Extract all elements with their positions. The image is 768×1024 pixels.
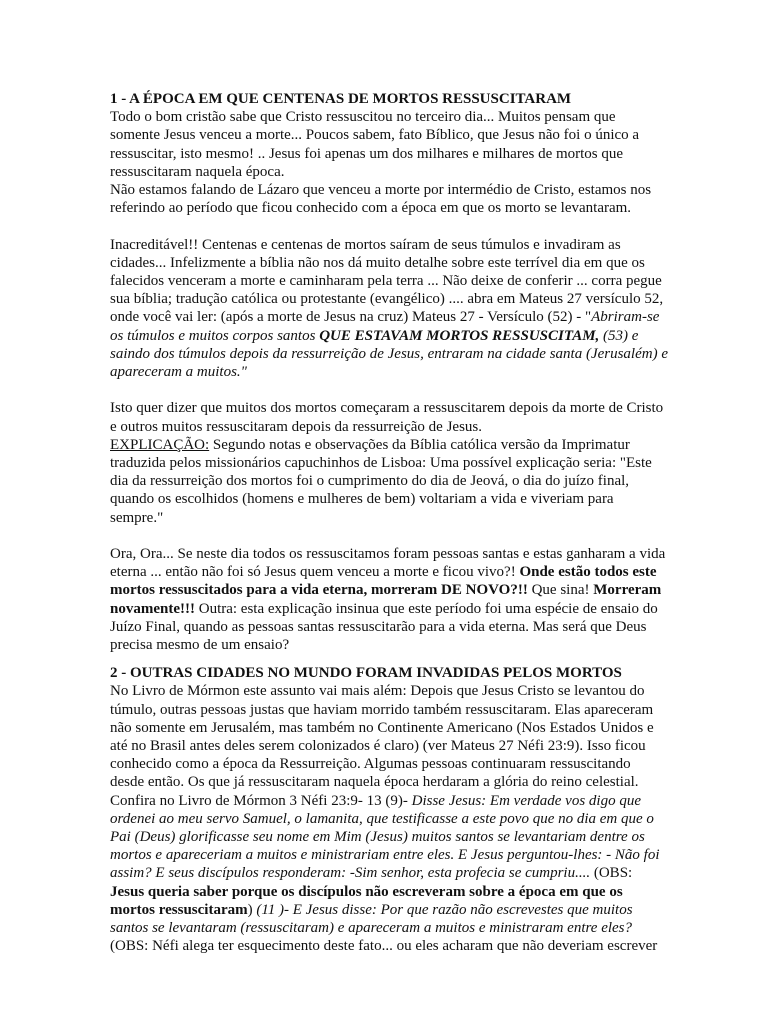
bold-exclamation: Morreram novamente!!! <box>110 582 662 617</box>
scripture-emphasis: QUE ESTAVAM MORTOS RESSUSCITAM, <box>319 327 600 344</box>
paragraph-6-text-2: Que sina! <box>527 582 594 599</box>
section-2-heading: 2 - OUTRAS CIDADES NO MUNDO FORAM INVADIDAS PELOS MORTOS <box>110 665 622 682</box>
mormon-quote-2: (11 )- E Jesus disse: Por que razão não escrevestes que muitos santos se levantaram (ressuscitaram) e apareceram a muitos e ministraram entre eles? <box>110 901 633 937</box>
section-1-paragraph-5 <box>110 436 668 527</box>
section-1-paragraph-2: Não estamos falando de Lázaro que venceu a morte por intermédio de Cristo, estamos nos referindo ao período que ficou conhecido com a época em que os morto se levantaram. <box>110 182 652 217</box>
bold-observation: Jesus queria saber porque os discípulos não escreveram sobre a época em que os mortos ressuscitaram <box>110 883 623 918</box>
section-1-paragraph-4: Isto quer dizer que muitos dos mortos começaram a ressuscitarem depois da morte de Cristo e outros muitos ressuscitaram depois da ressurreição de Jesus. <box>110 400 664 435</box>
section-2-paragraph-1 <box>110 682 668 955</box>
scripture-quote-continued: (53) e saindo dos túmulos depois da ressurreição de Jesus, entraram na cidade santa (Jerusalém) e apareceram a muitos." <box>110 327 668 381</box>
section-1-paragraph-3 <box>110 236 668 382</box>
paragraph-6-text: Ora, Ora... Se neste dia todos os ressuscitamos foram pessoas santas e estas ganharam a vida eterna ... então não foi só Jesus quem venceu a morte e ficou vivo?! <box>110 546 666 581</box>
paragraph-3-text: Inacreditável!! Centenas e centenas de mortos saíram de seus túmulos e invadiram as cidades... Infelizmente a bíblia não nos dá muito detalhe sobre este terrível dia em que os falecidos venceram a morte e caminharam pela terra ... Não deixe de conferir ... corra pegue sua bíblia; tradução católica ou protestante (evangélico) .... abra em Mateus 27 versículo 52, onde você vai ler: (após a morte de Jesus na cruz) Mateus 27 - Versículo (52) - " <box>110 236 664 326</box>
obs-close: ) <box>247 901 257 918</box>
paragraph-spacer <box>110 217 668 235</box>
section-2-text-end: (OBS: Néfi alega ter esquecimento deste fato... ou eles acharam que não deveriam escrever <box>110 938 658 955</box>
obs-open: (OBS: <box>590 865 633 882</box>
section-1-heading: 1 - A ÉPOCA EM QUE CENTENAS DE MORTOS RESSUSCITARAM <box>110 91 572 107</box>
bold-question: Onde estão todos este mortos ressuscitados para a vida eterna, morreram DE NOVO?!! <box>110 564 657 599</box>
explanation-text: Segundo notas e observações da Bíblia católica versão da Imprimatur traduzida pelos missionários capuchinhos de Lisboa: Uma possível explicação seria: "Este dia da ressurreição dos mortos foi o cumprimento do dia de Jeová, o dia do juízo final, quando os escolhidos (homens e mulheres de bem) voltariam a vida e viveriam para sempre." <box>110 436 652 526</box>
explanation-label: EXPLICAÇÃO: <box>110 436 210 453</box>
section-1-paragraph-1: Todo o bom cristão sabe que Cristo ressuscitou no terceiro dia... Muitos pensam que somente Jesus venceu a morte... Poucos sabem, fato Bíblico, que Jesus não foi o único a ressuscitar, isto mesmo! .. Jesus foi apenas um dos milhares e milhares de mortos que ressuscitaram naquela época. <box>110 109 640 180</box>
paragraph-6-text-3: Outra: esta explicação insinua que este período foi uma espécie de ensaio do Juízo Final, quando as pessoas santas ressuscitarão para a vida eterna. Mas será que Deus precisa mesmo de um ensaio? <box>110 600 658 654</box>
mormon-quote: Disse Jesus: Em verdade vos digo que ordenei ao meu servo Samuel, o lamanita, que testificasse a este povo que no dia em que o Pai (Deus) glorificasse seu nome em Mim (Jesus) muitos santos se levantariam dentre os mortos e apareceriam a muitos e ministrariam entre eles. E Jesus perguntou-lhes: - Não foi assim? E seus discípulos responderam: -Sim senhor, esta profecia se cumpriu.... <box>110 792 660 882</box>
paragraph-spacer <box>110 527 668 545</box>
section-1-paragraph-6 <box>110 545 668 654</box>
paragraph-spacer <box>110 381 668 399</box>
section-2-text: No Livro de Mórmon este assunto vai mais além: Depois que Jesus Cristo se levantou do túmulo, outras pessoas justas que haviam morrido também ressuscitaram. Elas apareceram não somente em Jerusalém, mas também no Continente Americano (Nos Estados Unidos e até no Brasil antes deles serem colonizados é claro) (ver Mateus 27 Néfi 23:9). Isso ficou conhecido como a época da Ressurreição. Algumas pessoas continuaram ressuscitando desde então. Os que já ressuscitaram naquela época herdaram a glória do reino celestial. Confira no Livro de Mórmon 3 Néfi 23:9- 13 (9)- <box>110 683 654 809</box>
scripture-quote: Abriram-se os túmulos e muitos corpos santos <box>110 309 660 344</box>
